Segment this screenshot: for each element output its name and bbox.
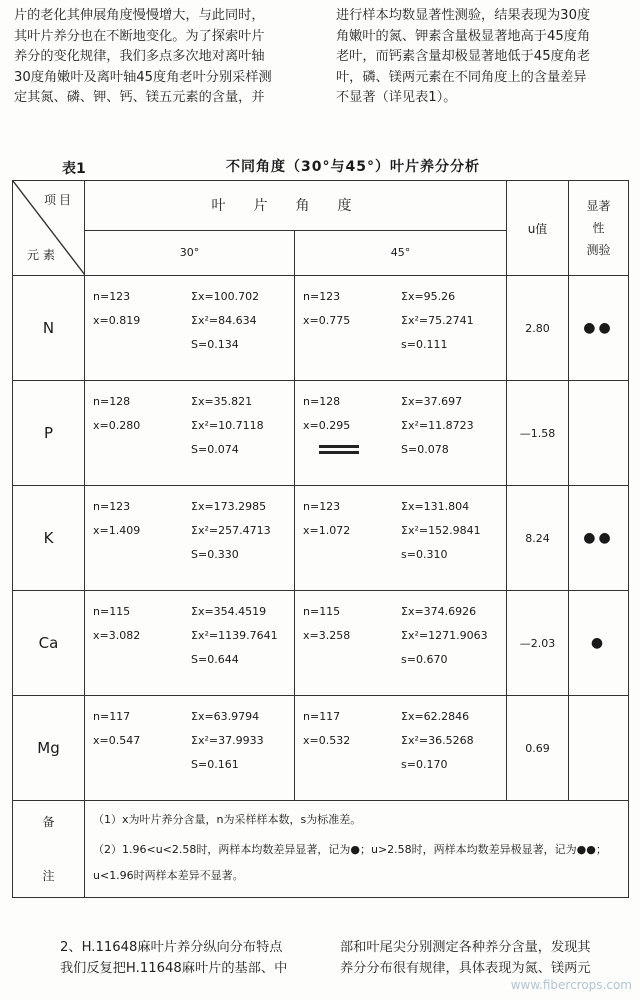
significance-mark: ● (569, 591, 629, 696)
table-row (13, 381, 629, 486)
print-artifact (319, 445, 359, 457)
watermark: www.fibercrops.com (510, 978, 632, 992)
u-value: 2.80 (507, 276, 569, 381)
text-line: 养分的变化规律，我们多点多次地对离叶轴 (14, 49, 265, 64)
angle-30-cell (85, 696, 295, 801)
sum-x: Σx=62.2846 (401, 710, 470, 723)
text-line: 叶，磷、镁两元素在不同角度上的含量差异 (336, 69, 587, 85)
nutrient-table (12, 180, 629, 898)
sum-x: Σx=354.4519 (191, 605, 267, 618)
mean-value: x=0.532 (303, 734, 351, 747)
std-dev: S=0.330 (191, 548, 239, 561)
text-line: 角嫩叶的氮、钾素含量极显著地高于45度角 (336, 28, 591, 44)
element-name: K (13, 486, 85, 591)
text-line: 定其氮、磷、钾、钙、镁五元素的含量，并 (14, 90, 265, 105)
angle-30-cell (85, 381, 295, 486)
sum-x-squared: Σx²=36.5268 (401, 734, 474, 747)
note-1: （1）x为叶片养分含量，n为采样样本数，s为标准差。 (93, 813, 362, 826)
header-significance (569, 181, 629, 276)
text-line: 30度角嫩叶及离叶轴45度角老叶分别采样测 (14, 69, 272, 85)
angle-45-cell (295, 276, 507, 381)
notes-cell (85, 801, 629, 898)
text-line: 其叶片养分也在不断地变化。为了探索叶片 (14, 28, 265, 44)
sample-count: n=115 (93, 605, 131, 618)
text-line: 不显著（详见表1）。 (336, 90, 457, 105)
angle-45-cell (295, 696, 507, 801)
sample-count: n=123 (93, 290, 131, 303)
sum-x: Σx=173.2985 (191, 500, 267, 513)
u-value: 0.69 (507, 696, 569, 801)
sum-x: Σx=37.697 (401, 395, 463, 408)
notes-header (13, 801, 85, 898)
sum-x: Σx=63.9794 (191, 710, 260, 723)
sum-x-squared: Σx²=84.634 (191, 314, 257, 327)
sample-count: n=123 (303, 500, 341, 513)
mean-value: x=0.295 (303, 419, 351, 432)
text-line: 2、H.11648麻叶片养分纵向分布特点 (60, 940, 283, 955)
note-2: （2）1.96<u<2.58时，两样本均数差异显著，记为●；u>2.58时，两样本均数差异极显著，记为●●；u<1.96时两样本差异不显著。 (93, 843, 607, 882)
sig-line-1: 显著 (586, 199, 611, 213)
mean-value: x=1.072 (303, 524, 351, 537)
mean-value: x=1.409 (93, 524, 141, 537)
u-value: —1.58 (507, 381, 569, 486)
std-dev: s=0.310 (401, 548, 448, 561)
sum-x: Σx=374.6926 (401, 605, 477, 618)
sum-x-squared: Σx²=1271.9063 (401, 629, 488, 642)
header-item: 项目 (43, 193, 74, 207)
mean-value: x=0.280 (93, 419, 141, 432)
paragraph-bottom-left (60, 938, 322, 979)
element-name: N (13, 276, 85, 381)
sample-count: n=128 (93, 395, 131, 408)
text-line: 养分分布很有规律，具体表现为氮、镁两元 (340, 960, 591, 976)
sample-count: n=115 (303, 605, 341, 618)
sum-x: Σx=131.804 (401, 500, 470, 513)
std-dev: s=0.111 (401, 338, 448, 351)
header-element: 元素 (27, 248, 60, 262)
text-line: 老叶，而钙素含量却极显著地低于45度角老 (336, 49, 591, 64)
sample-count: n=117 (303, 710, 341, 723)
std-dev: S=0.074 (191, 443, 239, 456)
header-angle-30: 30° (85, 230, 295, 275)
sum-x-squared: Σx²=10.7118 (191, 419, 264, 432)
mean-value: x=3.082 (93, 629, 141, 642)
paragraph-top-left (14, 6, 314, 109)
mean-value: x=0.775 (303, 314, 351, 327)
significance-mark: ●● (569, 486, 629, 591)
sum-x-squared: Σx²=37.9933 (191, 734, 264, 747)
sum-x-squared: Σx²=1139.7641 (191, 629, 278, 642)
sample-count: n=128 (303, 395, 341, 408)
paragraph-top-right (336, 6, 632, 109)
text-line: 片的老化其伸展角度慢慢增大，与此同时， (14, 8, 265, 23)
element-name: Mg (13, 696, 85, 801)
sum-x-squared: Σx²=152.9841 (401, 524, 481, 537)
header-corner (13, 181, 85, 276)
sig-line-2: 性 (592, 221, 605, 235)
std-dev: S=0.134 (191, 338, 239, 351)
text-line: 进行样本均数显著性测验，结果表现为30度 (336, 8, 591, 23)
header-u-value: u值 (507, 181, 569, 276)
sum-x: Σx=35.821 (191, 395, 253, 408)
text-line: 我们反复把H.11648麻叶片的基部、中 (60, 960, 288, 976)
element-name: Ca (13, 591, 85, 696)
table-label: 表1 (62, 161, 86, 177)
table-title: 不同角度（30°与45°）叶片养分分析 (226, 159, 480, 175)
header-angle-45: 45° (295, 230, 507, 275)
angle-45-cell (295, 381, 507, 486)
table-row (13, 276, 629, 381)
paragraph-bottom-right (340, 938, 634, 979)
notes-head-top: 备 (42, 815, 55, 829)
std-dev: S=0.161 (191, 758, 239, 771)
header-leaf-angle: 叶片角度 (85, 181, 507, 231)
element-name: P (13, 381, 85, 486)
angle-45-cell (295, 591, 507, 696)
table-row (13, 696, 629, 801)
mean-value: x=3.258 (303, 629, 351, 642)
sample-count: n=123 (93, 500, 131, 513)
mean-value: x=0.819 (93, 314, 141, 327)
significance-mark: ●● (569, 276, 629, 381)
angle-30-cell (85, 591, 295, 696)
std-dev: s=0.670 (401, 653, 448, 666)
sample-count: n=123 (303, 290, 341, 303)
angle-45-cell (295, 486, 507, 591)
std-dev: s=0.170 (401, 758, 448, 771)
std-dev: S=0.644 (191, 653, 239, 666)
significance-mark (569, 696, 629, 801)
sum-x: Σx=100.702 (191, 290, 260, 303)
angle-30-cell (85, 276, 295, 381)
sample-count: n=117 (93, 710, 131, 723)
u-value: 8.24 (507, 486, 569, 591)
sum-x-squared: Σx²=257.4713 (191, 524, 271, 537)
sig-line-3: 测验 (586, 243, 611, 257)
sum-x-squared: Σx²=75.2741 (401, 314, 474, 327)
std-dev: S=0.078 (401, 443, 449, 456)
u-value: —2.03 (507, 591, 569, 696)
significance-mark (569, 381, 629, 486)
table-row (13, 486, 629, 591)
table-row (13, 591, 629, 696)
text-line: 部和叶尾尖分别测定各种养分含量，发现其 (340, 940, 591, 955)
mean-value: x=0.547 (93, 734, 141, 747)
sum-x-squared: Σx²=11.8723 (401, 419, 474, 432)
angle-30-cell (85, 486, 295, 591)
sum-x: Σx=95.26 (401, 290, 456, 303)
notes-head-bottom: 注 (42, 869, 55, 883)
